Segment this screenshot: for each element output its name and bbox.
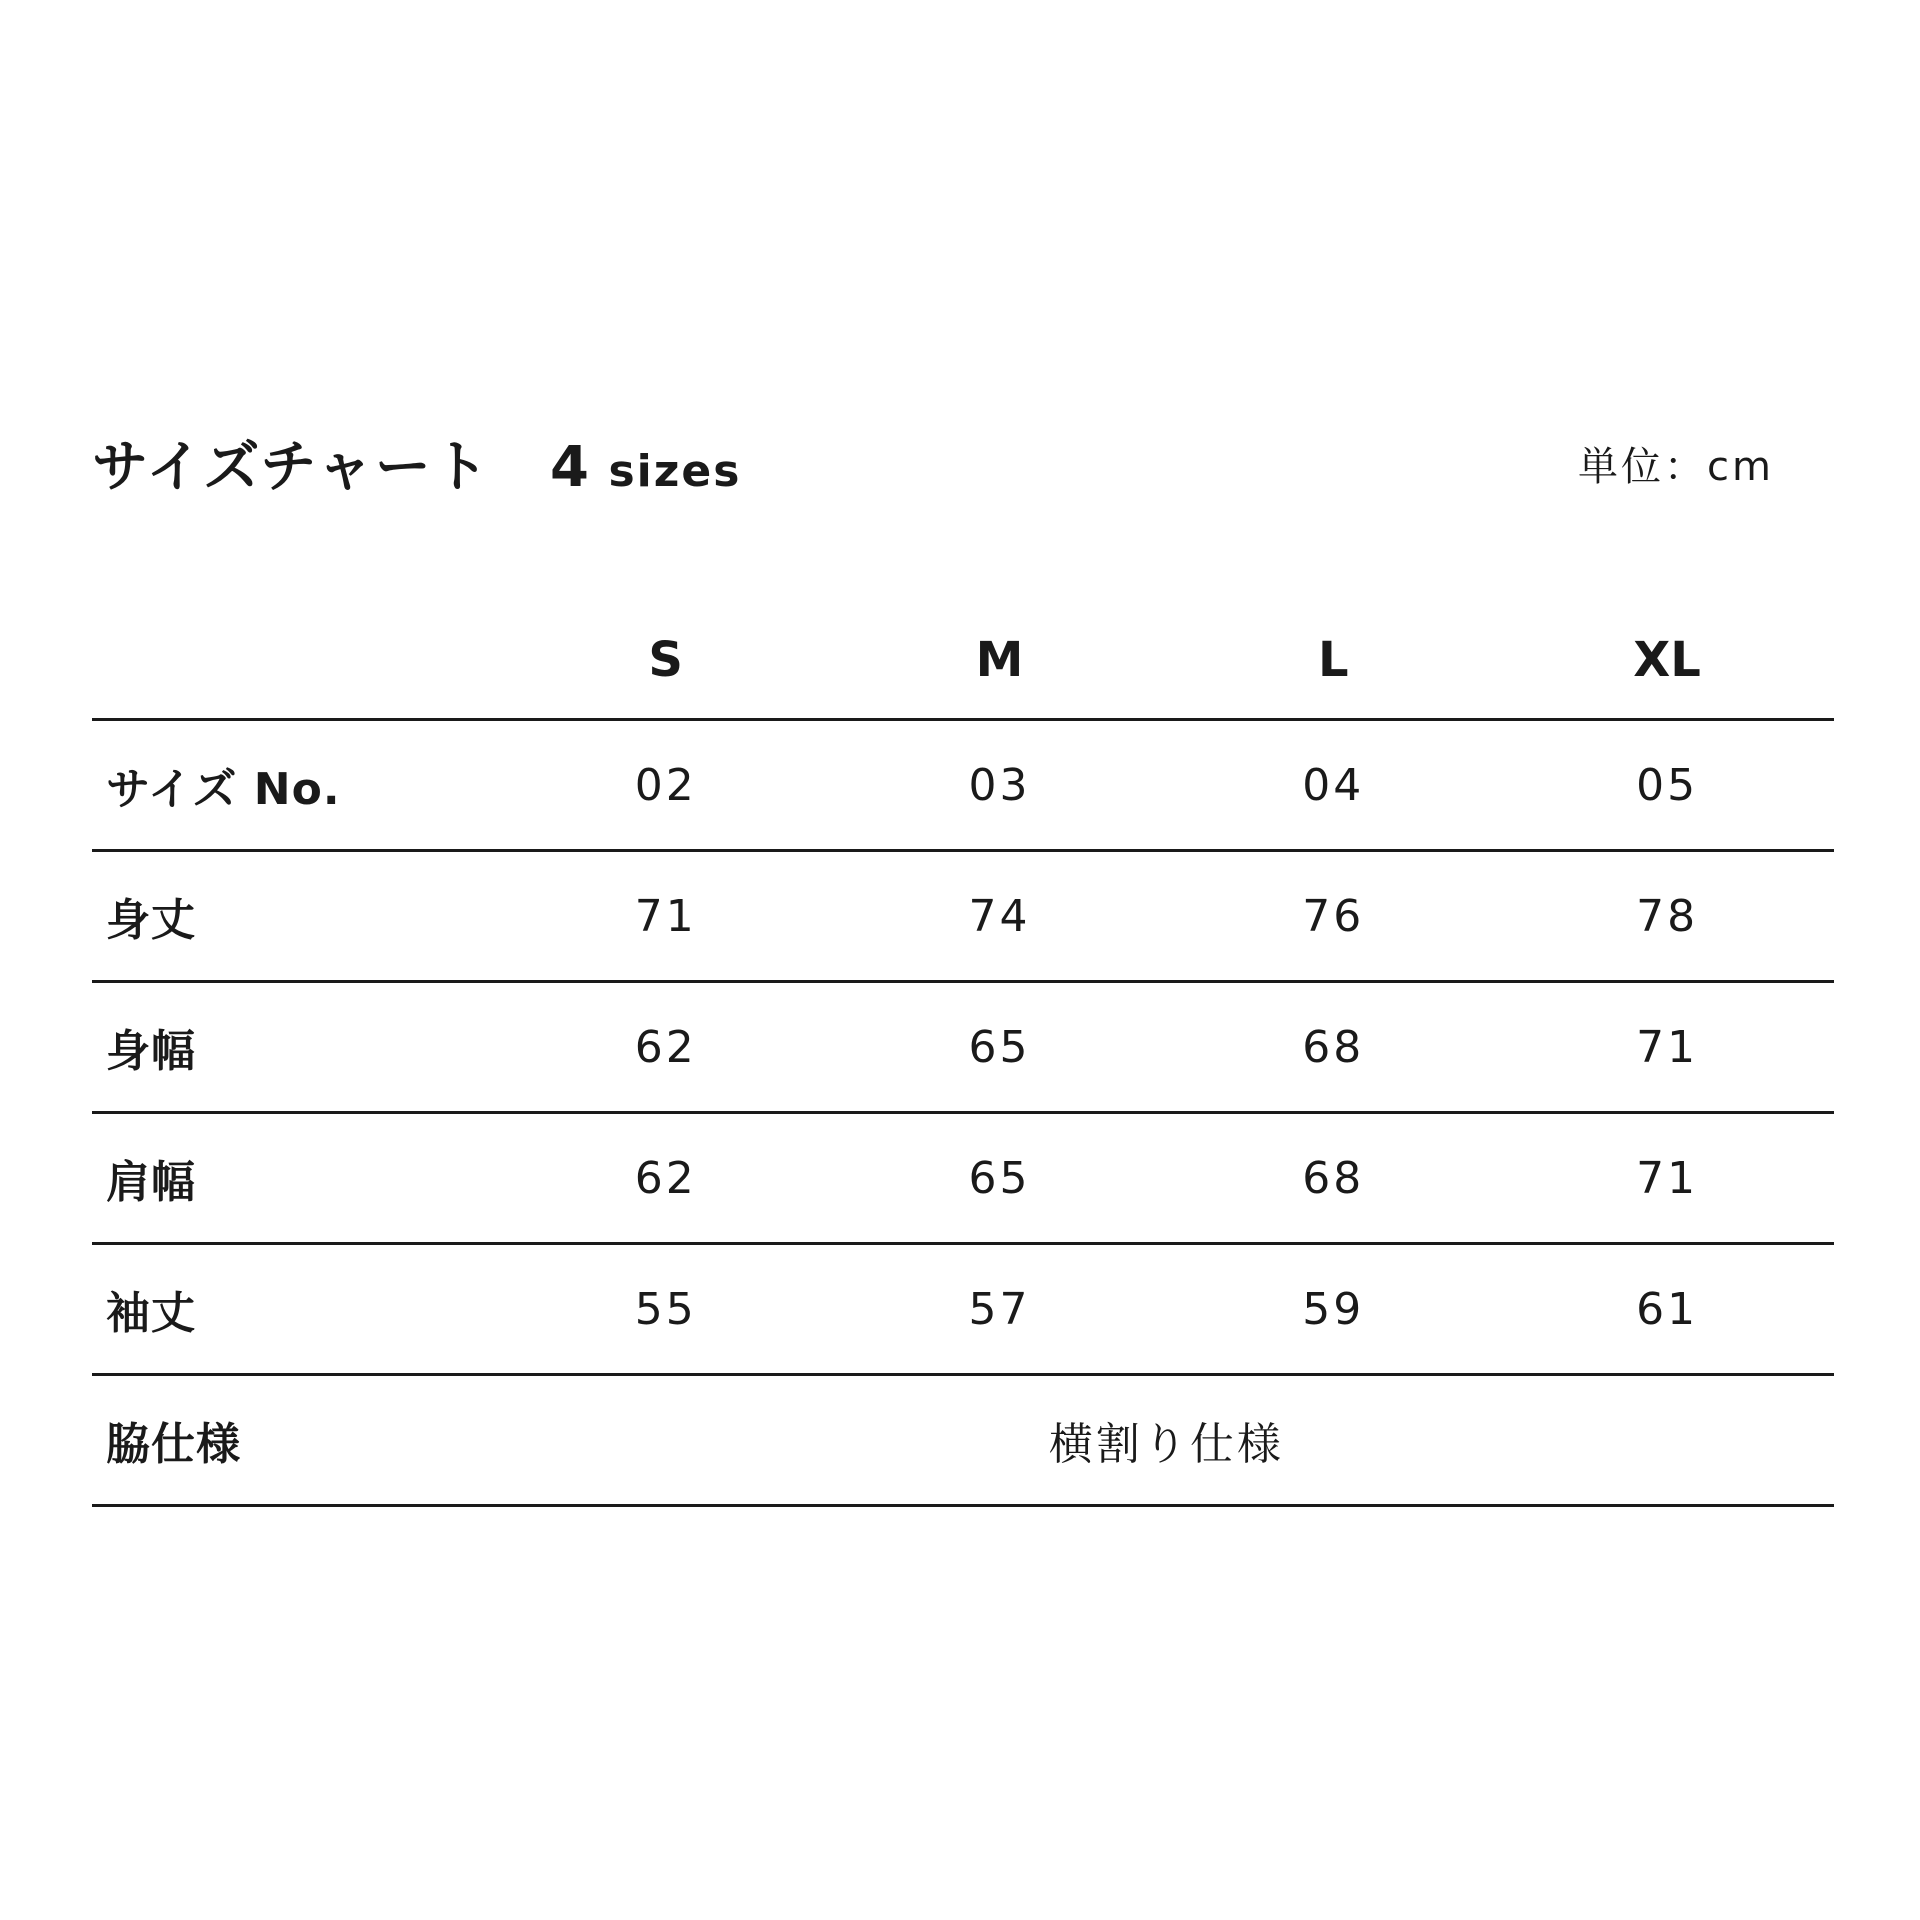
table-row [92,1375,1834,1506]
table-cell: 55 [499,1244,833,1375]
table-cell: 59 [1166,1244,1500,1375]
table-cell: 05 [1500,720,1834,851]
table-cell: 74 [833,851,1167,982]
table-cell: 76 [1166,851,1500,982]
column-header-s: S [499,602,833,720]
column-header-m: M [833,602,1167,720]
table-cell: 61 [1500,1244,1834,1375]
row-label-body-length: 身丈 [92,851,499,982]
column-header-l: L [1166,602,1500,720]
table-cell: 57 [833,1244,1167,1375]
header-row [92,602,1834,720]
table-cell: 78 [1500,851,1834,982]
table-cell: 62 [499,1113,833,1244]
size-count-label: sizes [608,446,742,497]
row-label-shoulder-width: 肩幅 [92,1113,499,1244]
table-row [92,982,1834,1113]
table-cell: 65 [833,1113,1167,1244]
table-cell: 68 [1166,982,1500,1113]
chart-header [92,428,1834,508]
row-label-side-spec: 脇仕様 [92,1375,499,1506]
size-count [550,428,741,512]
header-empty-cell [92,602,499,720]
column-header-xl: XL [1500,602,1834,720]
table-cell: 71 [499,851,833,982]
unit-label: 単位：cm [1578,444,1774,490]
table-cell: 71 [1500,1113,1834,1244]
table-cell: 02 [499,720,833,851]
size-chart-table [92,602,1834,1507]
table-cell: 68 [1166,1113,1500,1244]
size-count-number: 4 [550,435,589,500]
row-label-body-width: 身幅 [92,982,499,1113]
table-cell: 03 [833,720,1167,851]
table-cell: 65 [833,982,1167,1113]
table-row [92,851,1834,982]
table-row [92,720,1834,851]
table-row [92,1244,1834,1375]
table-cell: 62 [499,982,833,1113]
table-cell: 71 [1500,982,1834,1113]
row-label-sleeve-length: 袖丈 [92,1244,499,1375]
row-label-size-no: サイズ No. [92,720,499,851]
table-header [92,602,1834,720]
table-body [92,720,1834,1506]
page-title: サイズチャート [92,435,491,500]
side-spec-value: 横割り仕様 [499,1375,1834,1506]
table-row [92,1113,1834,1244]
table-cell: 04 [1166,720,1500,851]
